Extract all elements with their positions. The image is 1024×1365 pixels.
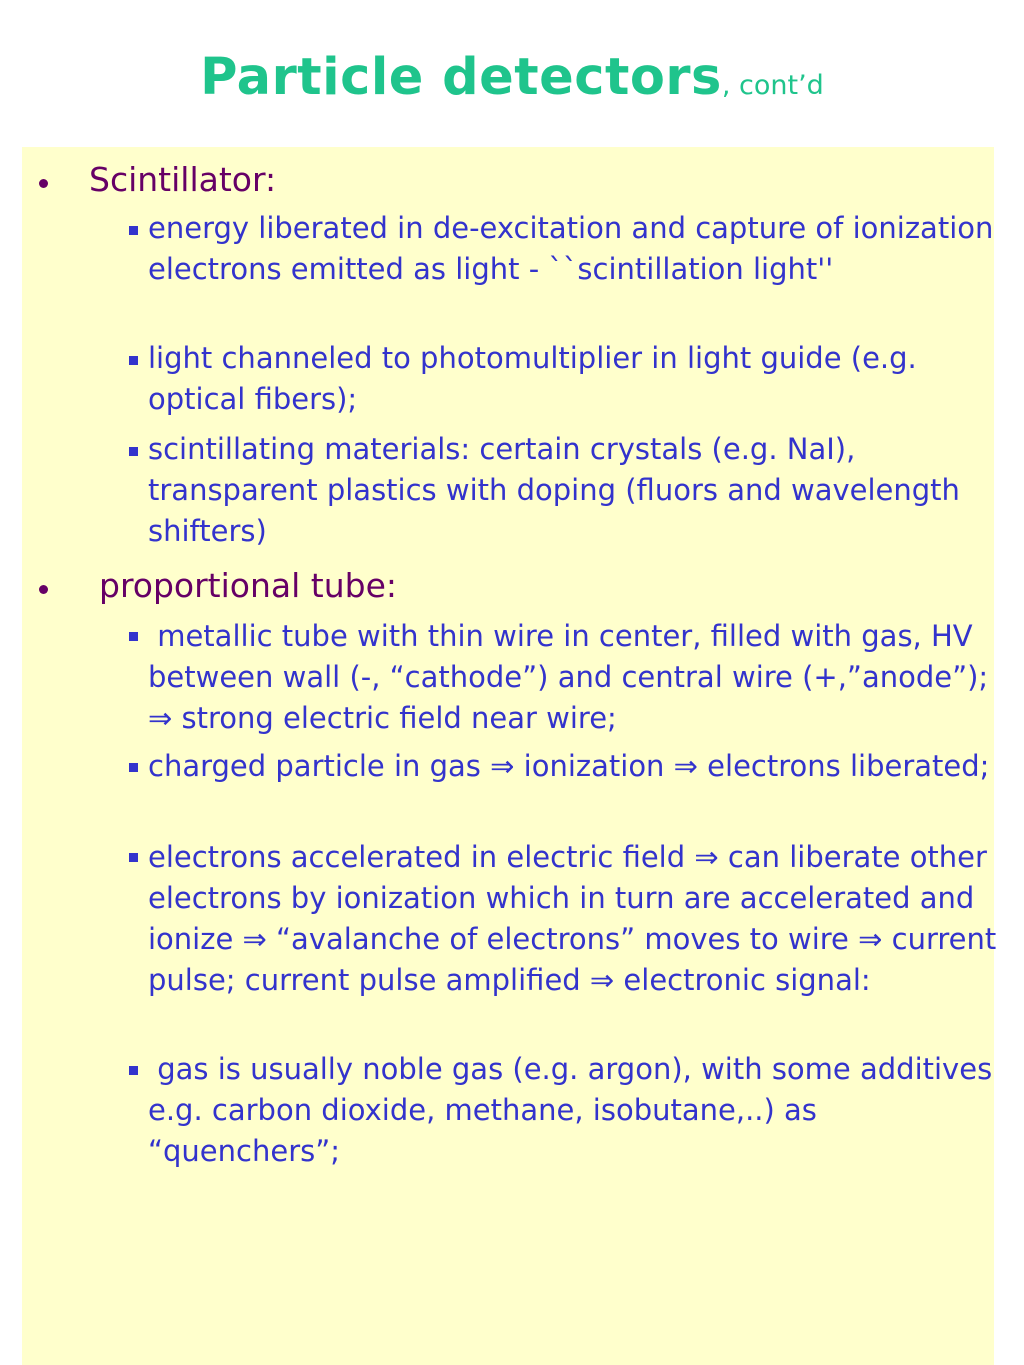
item-bullet-icon [129,447,138,456]
proportional-tube-item-2: charged particle in gas ⇒ ionization ⇒ electrons liberated; [148,749,990,783]
section-bullet-icon [39,179,48,188]
scintillator-item-2: light channeled to photomultiplier in light guide (e.g. optical fibers); [148,341,917,416]
scintillator-item-3: scintillating materials: certain crystals (e.g. NaI), transparent plastics with doping (fluors and wavelength shifters) [148,432,960,548]
section-heading-scintillator: Scintillator: [89,160,277,199]
item-bullet-icon [129,632,138,641]
item-bullet-icon [129,356,138,365]
proportional-tube-item-1: metallic tube with thin wire in center, filled with gas, HV between wall (-, “cathode”) and central wire (+,”anode”); ⇒ strong electric field near wire; [148,619,1007,735]
item-bullet-icon [129,763,138,772]
slide-title-main: Particle detectors [200,48,722,107]
item-bullet-icon [129,853,138,862]
section-bullet-icon [39,585,48,594]
scintillator-item-1: energy liberated in de-excitation and capture of ionization electrons emitted as light - ``scintillation light'' [148,211,994,286]
section-heading-proportional-tube: proportional tube: [99,566,397,605]
item-bullet-icon [129,226,138,235]
item-bullet-icon [129,1066,138,1075]
slide-title-suffix: , cont’d [721,70,824,101]
proportional-tube-item-4: gas is usually noble gas (e.g. argon), with some additives e.g. carbon dioxide, methane, isobutane,..) as “quenchers”; [148,1052,1002,1168]
proportional-tube-item-3: electrons accelerated in electric field ⇒ can liberate other electrons by ionization which in turn are accelerated and ionize ⇒ “avalanche of electrons” moves to wire ⇒ current pulse; current pulse amplified ⇒ electronic signal: [148,840,997,997]
slide-title [0,48,1024,107]
content-box [22,147,1007,1365]
